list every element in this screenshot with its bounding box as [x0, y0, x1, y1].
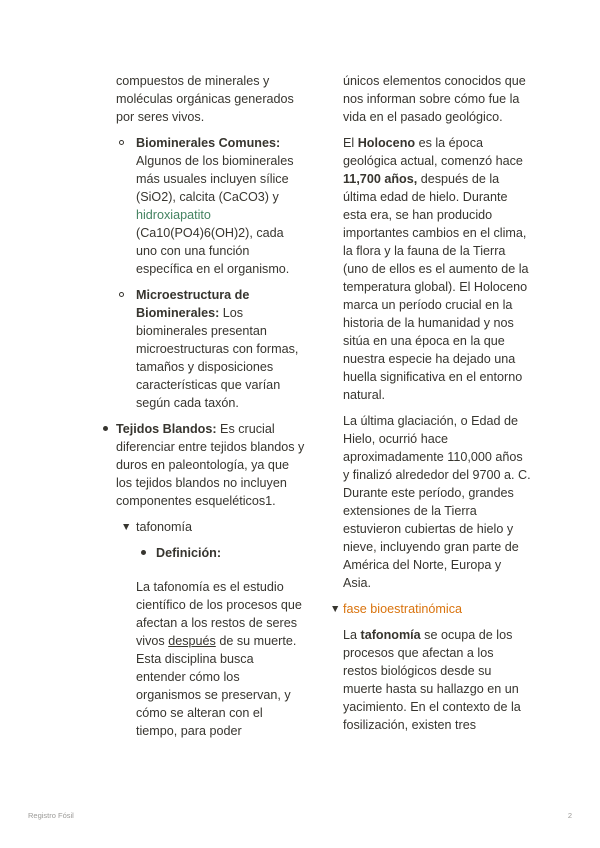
glaciacion-paragraph: La última glaciación, o Edad de Hielo, ocurrió hace aproximadamente 110,000 años y finalizó alrededor del 9700 a. C. Durante este período, grandes extensiones de la Tierra estuvieron cubiertas de hielo y nieve, incluyendo gran parte de América del Norte, Europa y Asia.	[343, 414, 531, 590]
tafonomia-toggle[interactable]	[121, 518, 306, 536]
page-number: 2	[567, 811, 572, 820]
footer-title: Registro Fósil	[28, 811, 74, 820]
holoceno-bold: Holoceno	[357, 136, 416, 150]
tafonomia-paragraph: La tafonomía se ocupa de los procesos que afectan a los restos biológicos desde su muerte hasta su hallazgo en un yacimiento. En el contexto de la fosilización, existen tres	[343, 628, 521, 732]
microestructura-item: Microestructura de Biominerales: Los biominerales presentan microestructuras con formas, tamaños y disposiciones características que varían según cada taxón.	[116, 286, 306, 412]
fase-bioestratinomica-toggle[interactable]	[330, 600, 531, 618]
definicion-paragraph: La tafonomía es el estudio científico de los procesos que afectan a los restos de seres vivos después de su muerte. Esta disciplina busca entender cómo los organismos se preservan, y cómo se alteran con el tiempo, para poder	[136, 580, 302, 738]
left-column	[116, 72, 306, 740]
triangle-down-icon[interactable]: ▼	[330, 603, 341, 615]
biominerales-comunes-text2: (Ca10(PO4)6(OH)2), cada uno con una función específica en el organismo.	[136, 226, 290, 276]
triangle-down-icon[interactable]: ▼	[121, 521, 132, 533]
definicion-label: Definición	[156, 546, 217, 560]
tejidos-blandos-text: Es crucial diferenciar entre tejidos blandos y duros en paleontología, ya que los tejidos blandos no incluyen componentes esqueléticos1.	[116, 422, 305, 508]
tejidos-blandos-item: Tejidos Blandos: Es crucial diferenciar entre tejidos blandos y duros en paleontología, ya que los tejidos blandos no incluyen componentes esqueléticos1.	[101, 420, 306, 510]
tafonomia-bold: tafonomía	[360, 628, 421, 642]
hidroxiapatito-link[interactable]: hidroxiapatito	[136, 208, 211, 222]
biominerales-comunes-item: Biominerales Comunes: Algunos de los biominerales más usuales incluyen sílice (SiO2), calcita (CaCO3) y hidroxiapatito (Ca10(PO4)6(OH)2), cada uno con una función específica en el organismo.	[116, 134, 306, 278]
biominerales-comunes-title: Biominerales Comunes	[136, 136, 276, 150]
years-bold: 11,700 años,	[343, 172, 418, 186]
microestructura-title: Microestructura de Biominerales	[136, 288, 250, 320]
circle-bullet-icon	[119, 292, 124, 297]
fase-bioestratinomica-label: fase bioestratinómica	[343, 602, 463, 616]
holoceno-paragraph: El Holoceno es la época geológica actual, comenzó hace 11,700 años, después de la última edad de hielo. Durante esta era, se han producido importantes cambios en el clima, la flora y la fauna de la Tierra (uno de ellos es el aumento de la temperatura global). El Holoceno marca un período crucial en la historia de la humanidad y nos sitúa en una época en la que nuestra especie ha dejado una huella significativa en el entorno natural.	[343, 136, 529, 402]
tafonomia-toggle-label: tafonomía	[136, 520, 193, 534]
right-column	[330, 72, 531, 734]
disc-bullet-icon	[141, 550, 146, 555]
microestructura-text: Los biominerales presentan microestructuras con formas, tamaños y disposiciones características que varían según cada taxón.	[136, 306, 299, 410]
definicion-item: Definición:	[136, 544, 306, 562]
intro-paragraph: compuestos de minerales y moléculas orgánicas generados por seres vivos.	[116, 74, 294, 124]
circle-bullet-icon	[119, 140, 124, 145]
right-intro-paragraph: únicos elementos conocidos que nos informan sobre cómo fue la vida en el pasado geológico.	[343, 74, 526, 124]
disc-bullet-icon	[103, 426, 108, 431]
tejidos-blandos-title: Tejidos Blandos	[116, 422, 213, 436]
despues-underlined: después	[168, 634, 216, 648]
biominerales-comunes-text1: Algunos de los biominerales más usuales incluyen sílice (SiO2), calcita (CaCO3) y	[136, 154, 294, 204]
